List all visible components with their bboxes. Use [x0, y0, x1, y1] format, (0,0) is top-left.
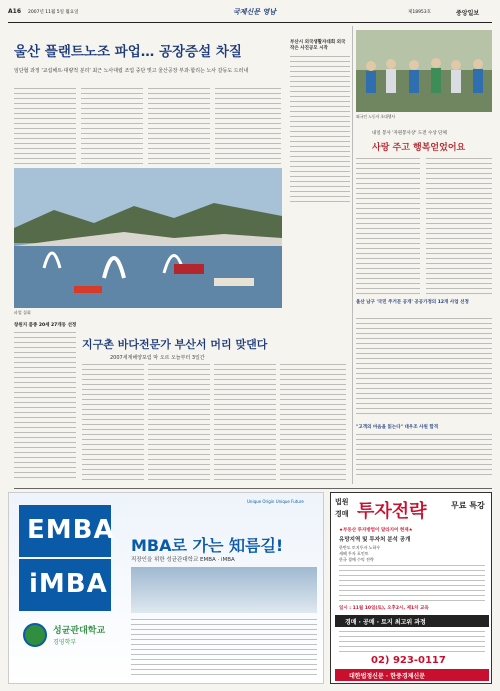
auction-footer-text: 대한법정신문 · 한중경제신문: [349, 673, 426, 680]
imba-block: [19, 559, 111, 611]
emba-logo-icon: [23, 623, 47, 647]
small-article-1-body: [14, 332, 76, 482]
emba-tagline: Unique Origin Unique Future: [247, 499, 304, 504]
sidebar-photo-caption: 외국인 노동자 초대행사: [356, 114, 396, 119]
emba-slogan: MBA로 가는 知름길!: [131, 536, 284, 555]
auction-header-small: 법원: [335, 498, 349, 506]
emba-block: [19, 505, 115, 557]
auction-header-big: 투자전략: [357, 501, 427, 522]
auction-body-lines: [339, 565, 485, 601]
school-name: 성균관대학교: [53, 626, 106, 636]
auction-line-0: ★부동산 투자방법이 달라지어 현재★: [339, 528, 413, 533]
section-title: 국제신문 영남: [233, 8, 277, 16]
article2-kicker: 내일 봉사 '자원봉사상' 도전 수상 단체: [372, 131, 447, 136]
auction-line-2: 한반도 토지투자 노하우: [339, 545, 381, 550]
article3-body-col3: [214, 364, 276, 482]
article3-body-col2: [148, 364, 210, 482]
auction-header-small2: 경매: [335, 510, 349, 518]
small-article-3-headline: "고객의 마음을 읽는다" 대우조 사원 합격: [356, 425, 439, 430]
emba-title: EMBA: [27, 515, 115, 545]
small-article-2-headline: 울산 남구 '국민 주거문 공개' 공공가정의 12개 사업 선정: [356, 300, 469, 305]
auction-line-4: 한국 경매 수익 전략: [339, 557, 374, 562]
auction-footer: [335, 669, 489, 681]
column-rule-right: [352, 26, 353, 484]
issue-number: 제18953호: [408, 10, 432, 15]
mid-rule: [14, 488, 492, 489]
article3-subhead: 2007세계해양포럼 막 오르 오늘부터 3일간: [110, 355, 205, 361]
auction-header: [335, 497, 489, 523]
auction-banner: [335, 615, 489, 627]
auction-detail-lines: [339, 631, 485, 653]
article1-lead: 임단협 과정 '교섭해트·대량적 분리' 최근 노사대립 조업 중단 빚고 울산공장 부과·합리는 노사 갈등도 드러내: [14, 68, 249, 74]
auction-line-1: 유망지역 및 투자처 분석 공개: [339, 537, 411, 543]
emba-info-lines: [131, 619, 317, 677]
small-article-1-headline: 창원지 품종 20세 27개동 선정: [14, 323, 77, 328]
page-number: A16: [8, 8, 21, 15]
article3-headline: 지구촌 바다전문가 부산서 머리 맞댄다: [82, 338, 268, 351]
small-article-3-body: [356, 434, 492, 478]
article2-title: 사랑 주고 행복얻었어요: [372, 143, 466, 153]
imba-title: iMBA: [29, 569, 108, 599]
article1-photo: [14, 168, 282, 308]
article2-body-col2: [426, 158, 492, 298]
school-sub: 경영학부: [53, 639, 77, 646]
side-article-body: [290, 56, 350, 206]
auction-header-big2: 무료 특강: [451, 501, 485, 510]
group-photo-illustration: [356, 30, 492, 112]
article1-photo-caption: 파업 집회: [14, 310, 31, 315]
masthead: [8, 8, 492, 20]
auction-date-line: 일시 : 11월 10일(토), 오후2시, 제1차 교육: [339, 606, 429, 611]
article3-body-col1: [82, 364, 144, 482]
masthead-rule: [8, 22, 492, 23]
auction-phone[interactable]: 02) 923-0117: [371, 655, 446, 666]
emba-subslogan: 직장인을 위한 성균관대학교 EMBA · iMBA: [131, 557, 235, 563]
auction-banner-text: 경매 · 공매 · 토지 최고위 과정: [345, 619, 426, 626]
emba-ad: [8, 492, 324, 684]
harbor-photo-illustration: [14, 168, 282, 308]
sidebar-photo: [356, 30, 492, 112]
paper-name: 중앙일보: [456, 10, 480, 17]
issue-date: 2007년 11월 5일 월요일: [28, 10, 79, 15]
article3-body-col4: [280, 364, 346, 482]
emba-building-illustration: [131, 567, 317, 613]
article1-headline: 울산 플랜트노조 파업… 공장증설 차질: [14, 44, 242, 60]
side-article-headline: 부산시 외국생활자대회 외국 작은 사진공모 시작: [290, 40, 346, 51]
auction-ad: [330, 492, 492, 684]
article1-body-col4: [215, 88, 281, 164]
article2-body-col1: [356, 158, 420, 298]
small-article-2-body: [356, 318, 492, 418]
auction-line-3: 새해 투자 포인트: [339, 551, 369, 556]
